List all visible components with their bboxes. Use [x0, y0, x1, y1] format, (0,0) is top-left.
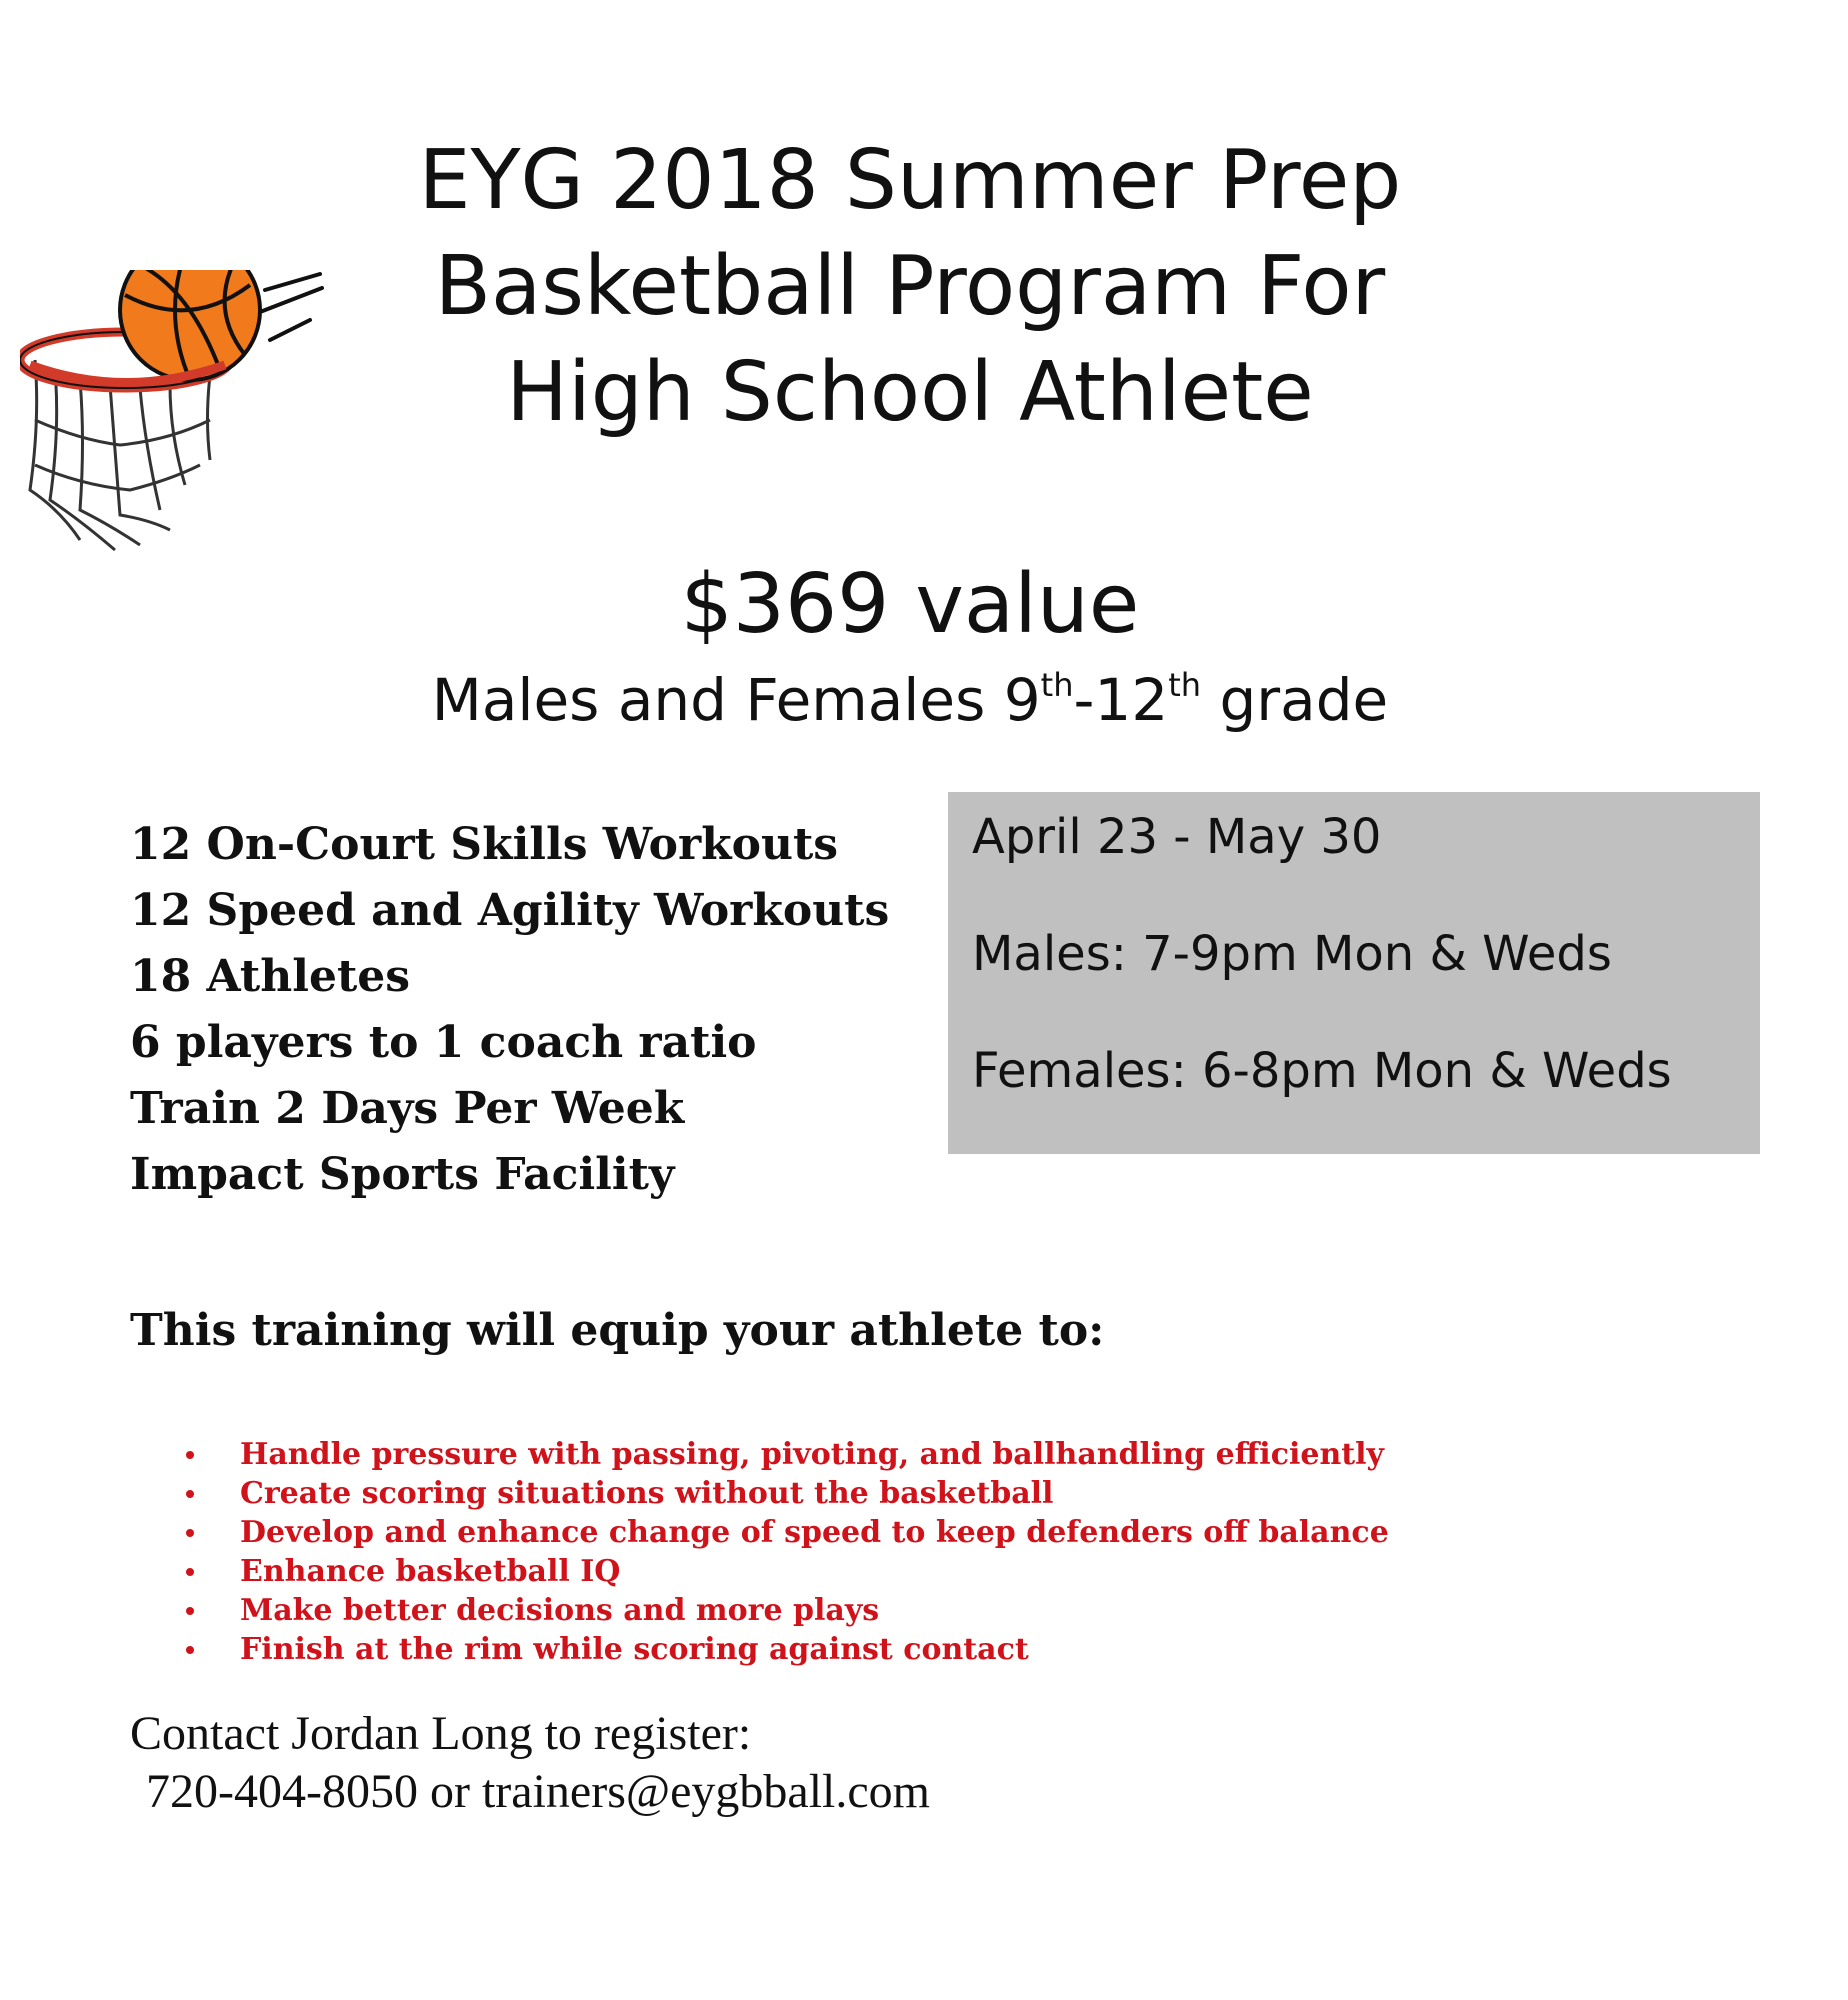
schedule-dates: April 23 - May 30: [972, 809, 1382, 865]
contact-info: [130, 1705, 930, 1821]
grade-prefix: Males and Females 9: [431, 666, 1041, 734]
benefit-text: Create scoring situations without the basketball: [240, 1476, 1054, 1511]
feature-item: 12 Speed and Agility Workouts: [130, 885, 890, 936]
title-line: EYG 2018 Summer Prep: [418, 133, 1402, 228]
grade-range: [300, 660, 1520, 740]
title-line: Basketball Program For: [434, 239, 1386, 334]
grade-sup-end: th: [1168, 666, 1202, 704]
grade-middle: -12: [1073, 666, 1169, 734]
bullet-icon: [186, 1607, 194, 1615]
bullet-icon: [186, 1646, 194, 1654]
schedule-box: [948, 792, 1760, 1154]
title-line: High School Athlete: [506, 345, 1314, 440]
feature-item: Impact Sports Facility: [130, 1149, 675, 1200]
benefit-text: Make better decisions and more plays: [240, 1593, 880, 1628]
basketball-hoop-icon: [20, 270, 330, 560]
grade-suffix: grade: [1201, 666, 1389, 734]
feature-item: 18 Athletes: [130, 951, 411, 1002]
benefit-text: Enhance basketball IQ: [240, 1554, 621, 1589]
feature-item: 6 players to 1 coach ratio: [130, 1017, 757, 1068]
price-value: $369 value: [680, 557, 1140, 652]
benefit-text: Handle pressure with passing, pivoting, and ballhandling efficiently: [240, 1437, 1384, 1472]
benefit-text: Develop and enhance change of speed to keep defenders off balance: [240, 1515, 1389, 1550]
schedule-females: Females: 6-8pm Mon & Weds: [972, 1043, 1672, 1099]
grade-sup-start: th: [1040, 666, 1074, 704]
benefit-text: Finish at the rim while scoring against contact: [240, 1632, 1029, 1667]
equip-heading: This training will equip your athlete to:: [130, 1305, 1105, 1356]
bullet-icon: [186, 1568, 194, 1576]
program-features: [130, 812, 889, 1208]
flyer-title: [300, 128, 1520, 446]
bullet-icon: [186, 1451, 194, 1459]
contact-line: Contact Jordan Long to register:: [130, 1707, 752, 1760]
feature-item: 12 On-Court Skills Workouts: [130, 819, 839, 870]
feature-item: Train 2 Days Per Week: [130, 1083, 685, 1134]
contact-details: 720-404-8050 or trainers@eygbball.com: [146, 1765, 931, 1818]
schedule-males: Males: 7-9pm Mon & Weds: [972, 926, 1612, 982]
bullet-icon: [186, 1490, 194, 1498]
bullet-icon: [186, 1529, 194, 1537]
